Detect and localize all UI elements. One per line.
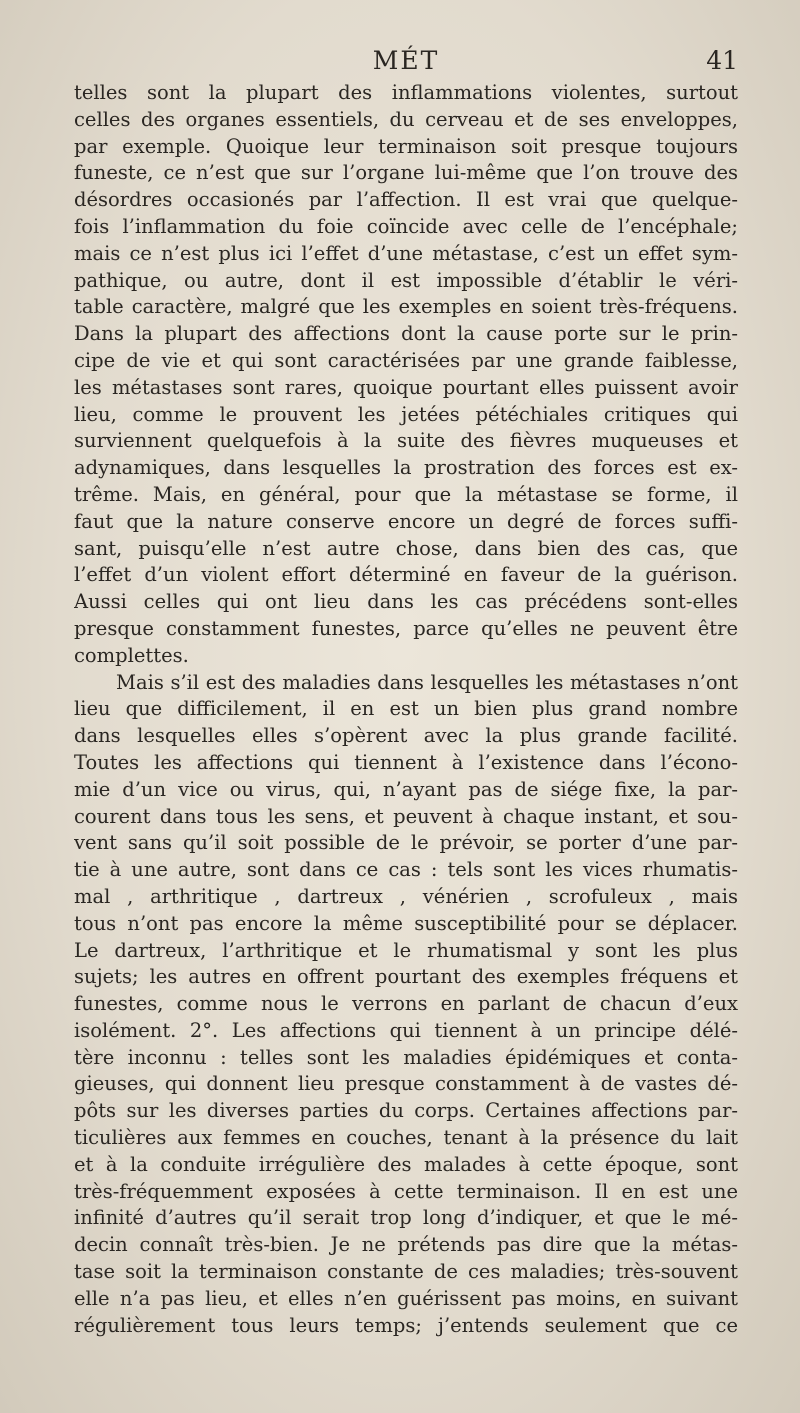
text-line: complettes. [74,643,189,667]
text-line: funeste, ce n’est que sur l’organe lui-même que l’on trouve des [74,161,738,185]
text-line: sujets; les autres en offrent pourtant des exemples fréquens et [74,965,738,989]
text-line: tase soit la terminaison constante de ces maladies; très-souvent [74,1260,738,1284]
text-line: celles des organes essentiels, du cerveau et de ses enveloppes, [74,107,738,131]
text-line: trême. Mais, en général, pour que la métastase se forme, il [74,482,738,506]
page-number: 41 [706,46,738,75]
text-line: ticulières aux femmes en couches, tenant à la présence du lait [74,1126,738,1150]
text-line: lieu, comme le prouvent les jetées pétéchiales critiques qui [74,402,738,426]
text-line: elle n’a pas lieu, et elles n’en guérissent pas moins, en suivant [74,1286,738,1310]
text-line: mais ce n’est plus ici l’effet d’une métastase, c’est un effet sym- [74,241,738,265]
text-line: table caractère, malgré que les exemples en soient très-fréquens. [74,295,738,319]
text-line: désordres occasionés par l’affection. Il est vrai que quelque- [74,188,738,212]
text-line: lieu que difficilement, il en est un bien plus grand nombre [74,697,738,721]
text-line: Aussi celles qui ont lieu dans les cas précédens sont-elles [74,590,738,614]
body-text [74,80,738,1339]
text-line: régulièrement tous leurs temps; j’entends seulement que ce [74,1313,738,1337]
text-line: Le dartreux, l’arthritique et le rhumatismal y sont les plus [74,938,738,962]
text-line: decin connaît très-bien. Je ne prétends pas dire que la métas- [74,1233,738,1257]
text-line: isolément. 2°. Les affections qui tiennent à un principe délé- [74,1018,738,1042]
text-line: dans lesquelles elles s’opèrent avec la plus grande facilité. [74,724,738,748]
text-line: fois l’inflammation du foie coïncide avec celle de l’encéphale; [74,214,738,238]
text-line: presque constamment funestes, parce qu’elles ne peuvent être [74,616,738,640]
text-line: Toutes les affections qui tiennent à l’existence dans l’écono- [74,750,738,774]
text-line: funestes, comme nous le verrons en parlant de chacun d’eux [74,992,738,1016]
text-line: tie à une autre, sont dans ce cas : tels sont les vices rhumatis- [74,858,738,882]
text-line: les métastases sont rares, quoique pourtant elles puissent avoir [74,375,738,399]
text-line: cipe de vie et qui sont caractérisées par une grande faiblesse, [74,348,738,372]
text-line: pathique, ou autre, dont il est impossible d’établir le véri- [74,268,738,292]
text-line: courent dans tous les sens, et peuvent à chaque instant, et sou- [74,804,738,828]
text-line: adynamiques, dans lesquelles la prostration des forces est ex- [74,456,738,480]
text-line: sant, puisqu’elle n’est autre chose, dans bien des cas, que [74,536,738,560]
text-line: l’effet d’un violent effort déterminé en faveur de la guérison. [74,563,738,587]
text-line: tous n’ont pas encore la même susceptibilité pour se déplacer. [74,911,738,935]
text-line: par exemple. Quoique leur terminaison soit presque toujours [74,134,738,158]
running-head: MÉT [372,46,440,75]
page-header [74,46,738,76]
text-line: pôts sur les diverses parties du corps. Certaines affections par- [74,1099,738,1123]
text-line: surviennent quelquefois à la suite des fièvres muqueuses et [74,429,738,453]
text-line: tère inconnu : telles sont les maladies épidémiques et conta- [74,1045,738,1069]
text-line: faut que la nature conserve encore un degré de forces suffi- [74,509,738,533]
text-line: Dans la plupart des affections dont la cause porte sur le prin- [74,322,738,346]
text-line: et à la conduite irrégulière des malades à cette époque, sont [74,1152,738,1176]
text-line: infinité d’autres qu’il serait trop long d’indiquer, et que le mé- [74,1206,738,1230]
text-line: mie d’un vice ou virus, qui, n’ayant pas de siége fixe, la par- [74,777,738,801]
text-line: Mais s’il est des maladies dans lesquelles les métastases n’ont [116,670,738,694]
text-line: vent sans qu’il soit possible de le prévoir, se porter d’une par- [74,831,738,855]
text-line: telles sont la plupart des inflammations violentes, surtout [74,81,738,104]
text-line: gieuses, qui donnent lieu presque constamment à de vastes dé- [74,1072,738,1096]
text-line: très-fréquemment exposées à cette terminaison. Il en est une [74,1179,738,1203]
text-line: mal , arthritique , dartreux , vénérien , scrofuleux , mais [74,884,738,908]
